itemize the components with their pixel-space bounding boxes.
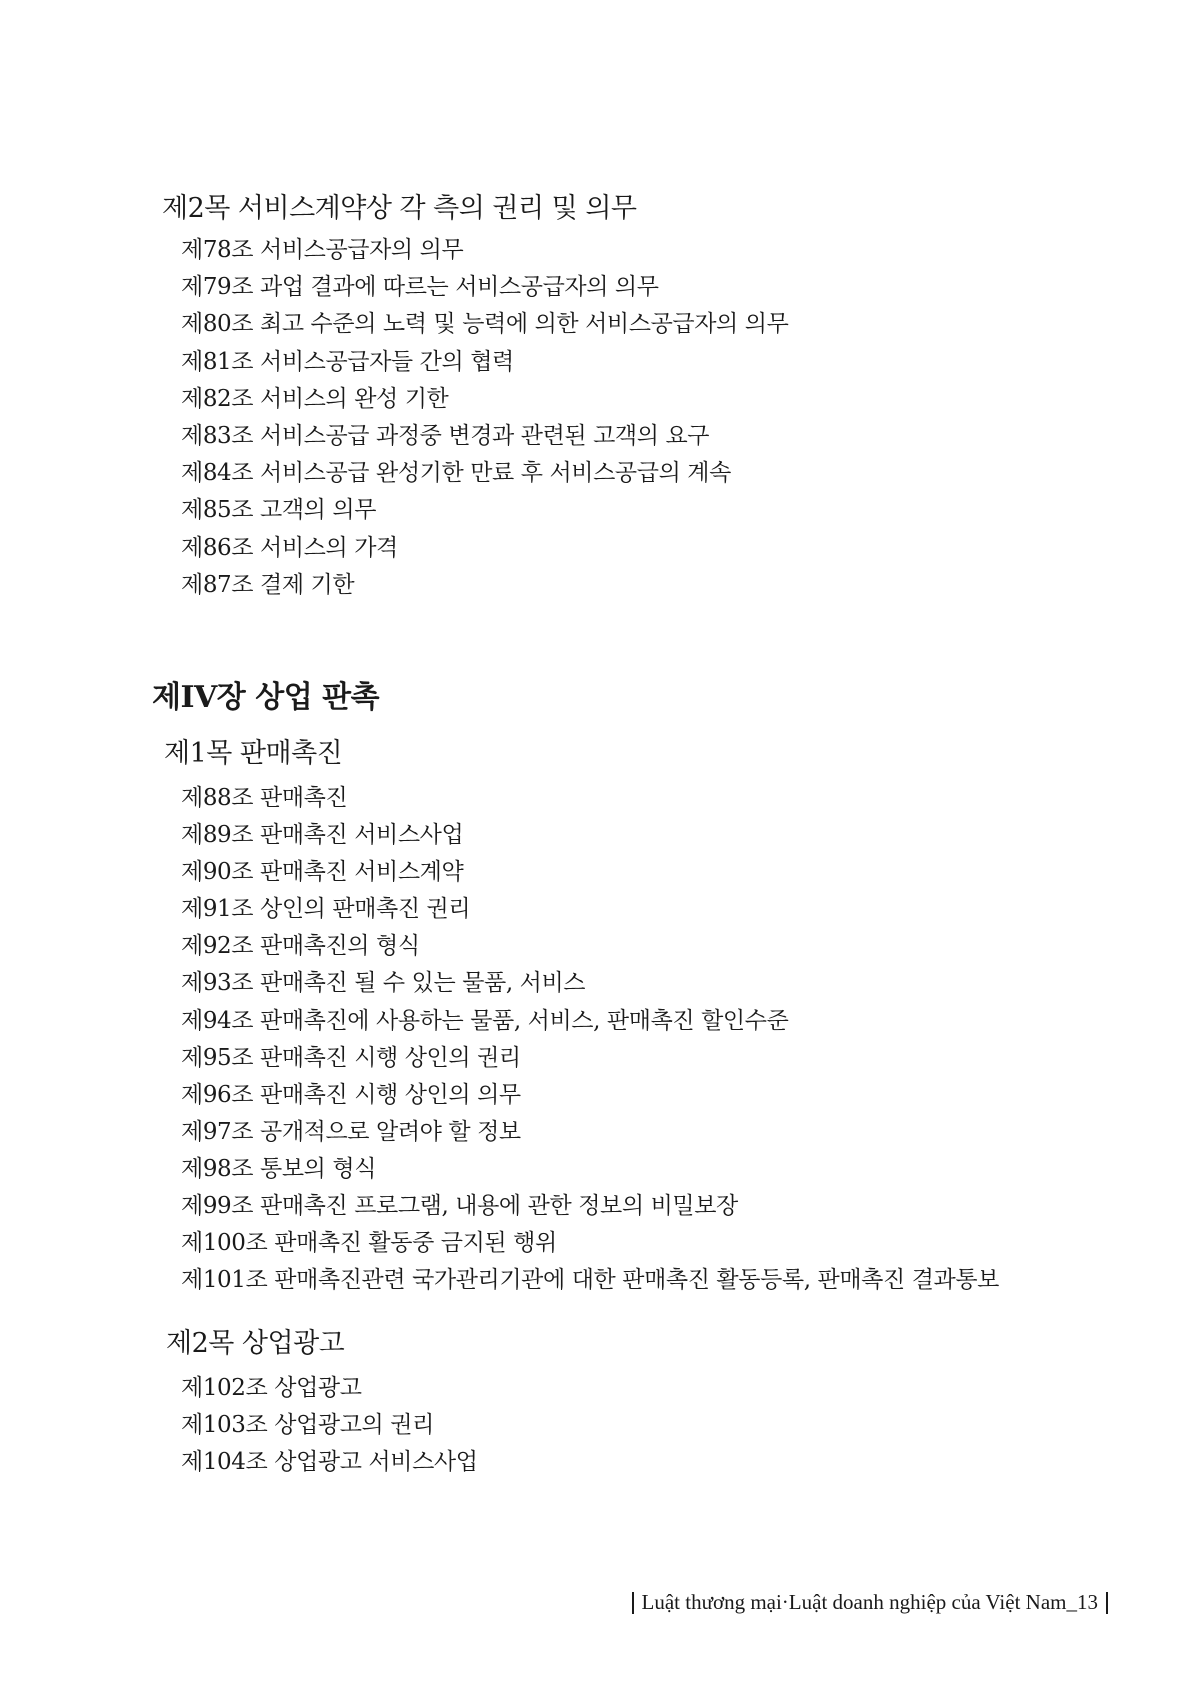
- article-list: [0, 1370, 1190, 1482]
- article-item: 제98조 통보의 형식: [181, 1155, 377, 1182]
- article-item: 제78조 서비스공급자의 의무: [181, 237, 464, 263]
- article-item: 제83조 서비스공급 과정중 변경과 관련된 고객의 요구: [181, 423, 710, 450]
- article-item: 제103조 상업광고의 권리: [181, 1412, 434, 1439]
- chapter-block: [0, 676, 1190, 720]
- article-list: [0, 780, 1190, 1299]
- article-item: 제91조 상인의 판매촉진 권리: [181, 896, 471, 923]
- section-commercial-ads: [0, 1325, 1190, 1482]
- article-item: 제81조 서비스공급자들 간의 협력: [181, 348, 514, 375]
- article-item: 제102조 상업광고: [181, 1375, 362, 1401]
- article-item: 제99조 판매촉진 프로그램, 내용에 관한 정보의 비밀보장: [181, 1193, 738, 1220]
- footer-divider: [1106, 1592, 1108, 1614]
- article-item: 제84조 서비스공급 완성기한 만료 후 서비스공급의 계속: [181, 460, 731, 487]
- article-item: 제101조 판매촉진관련 국가관리기관에 대한 판매촉진 활동등록, 판매촉진 결과통보: [181, 1267, 999, 1294]
- article-item: 제104조 상업광고 서비스사업: [181, 1449, 478, 1476]
- article-item: 제92조 판매촉진의 형식: [181, 933, 420, 960]
- section-heading: 제2목 상업광고: [166, 1328, 345, 1359]
- article-item: 제82조 서비스의 완성 기한: [181, 385, 449, 412]
- section-heading: 제2목 서비스계약상 각 측의 권리 및 의무: [162, 193, 637, 224]
- article-item: 제80조 최고 수준의 노력 및 능력에 의한 서비스공급자의 의무: [181, 311, 789, 338]
- article-item: 제86조 서비스의 가격: [181, 534, 398, 561]
- article-item: 제93조 판매촉진 될 수 있는 물품, 서비스: [181, 970, 586, 997]
- article-item: 제95조 판매촉진 시행 상인의 권리: [181, 1044, 521, 1071]
- article-item: 제90조 판매촉진 서비스계약: [181, 859, 464, 886]
- article-item: 제96조 판매촉진 시행 상인의 의무: [181, 1081, 521, 1108]
- article-list: [0, 232, 1190, 604]
- article-item: 제87조 결제 기한: [181, 571, 355, 598]
- article-item: 제88조 판매촉진: [181, 785, 348, 811]
- footer-divider: [632, 1592, 634, 1614]
- section-heading: 제1목 판매촉진: [164, 738, 343, 769]
- article-item: 제85조 고객의 의무: [181, 497, 377, 524]
- section-service-contract: [0, 190, 1190, 604]
- section-sales-promotion: [0, 735, 1190, 1299]
- article-item: 제97조 공개적으로 알려야 할 정보: [181, 1118, 521, 1145]
- chapter-heading: 제IV장 상업 판촉: [152, 680, 380, 715]
- article-item: 제100조 판매촉진 활동중 금지된 행위: [181, 1230, 557, 1257]
- page-footer: [624, 1590, 1116, 1615]
- article-item: 제89조 판매촉진 서비스사업: [181, 822, 464, 849]
- article-item: 제94조 판매촉진에 사용하는 물품, 서비스, 판매촉진 할인수준: [181, 1007, 789, 1034]
- article-item: 제79조 과업 결과에 따르는 서비스공급자의 의무: [181, 274, 659, 301]
- footer-text: Luật thương mại·Luật doanh nghiệp của Việt Nam_13: [641, 1590, 1098, 1614]
